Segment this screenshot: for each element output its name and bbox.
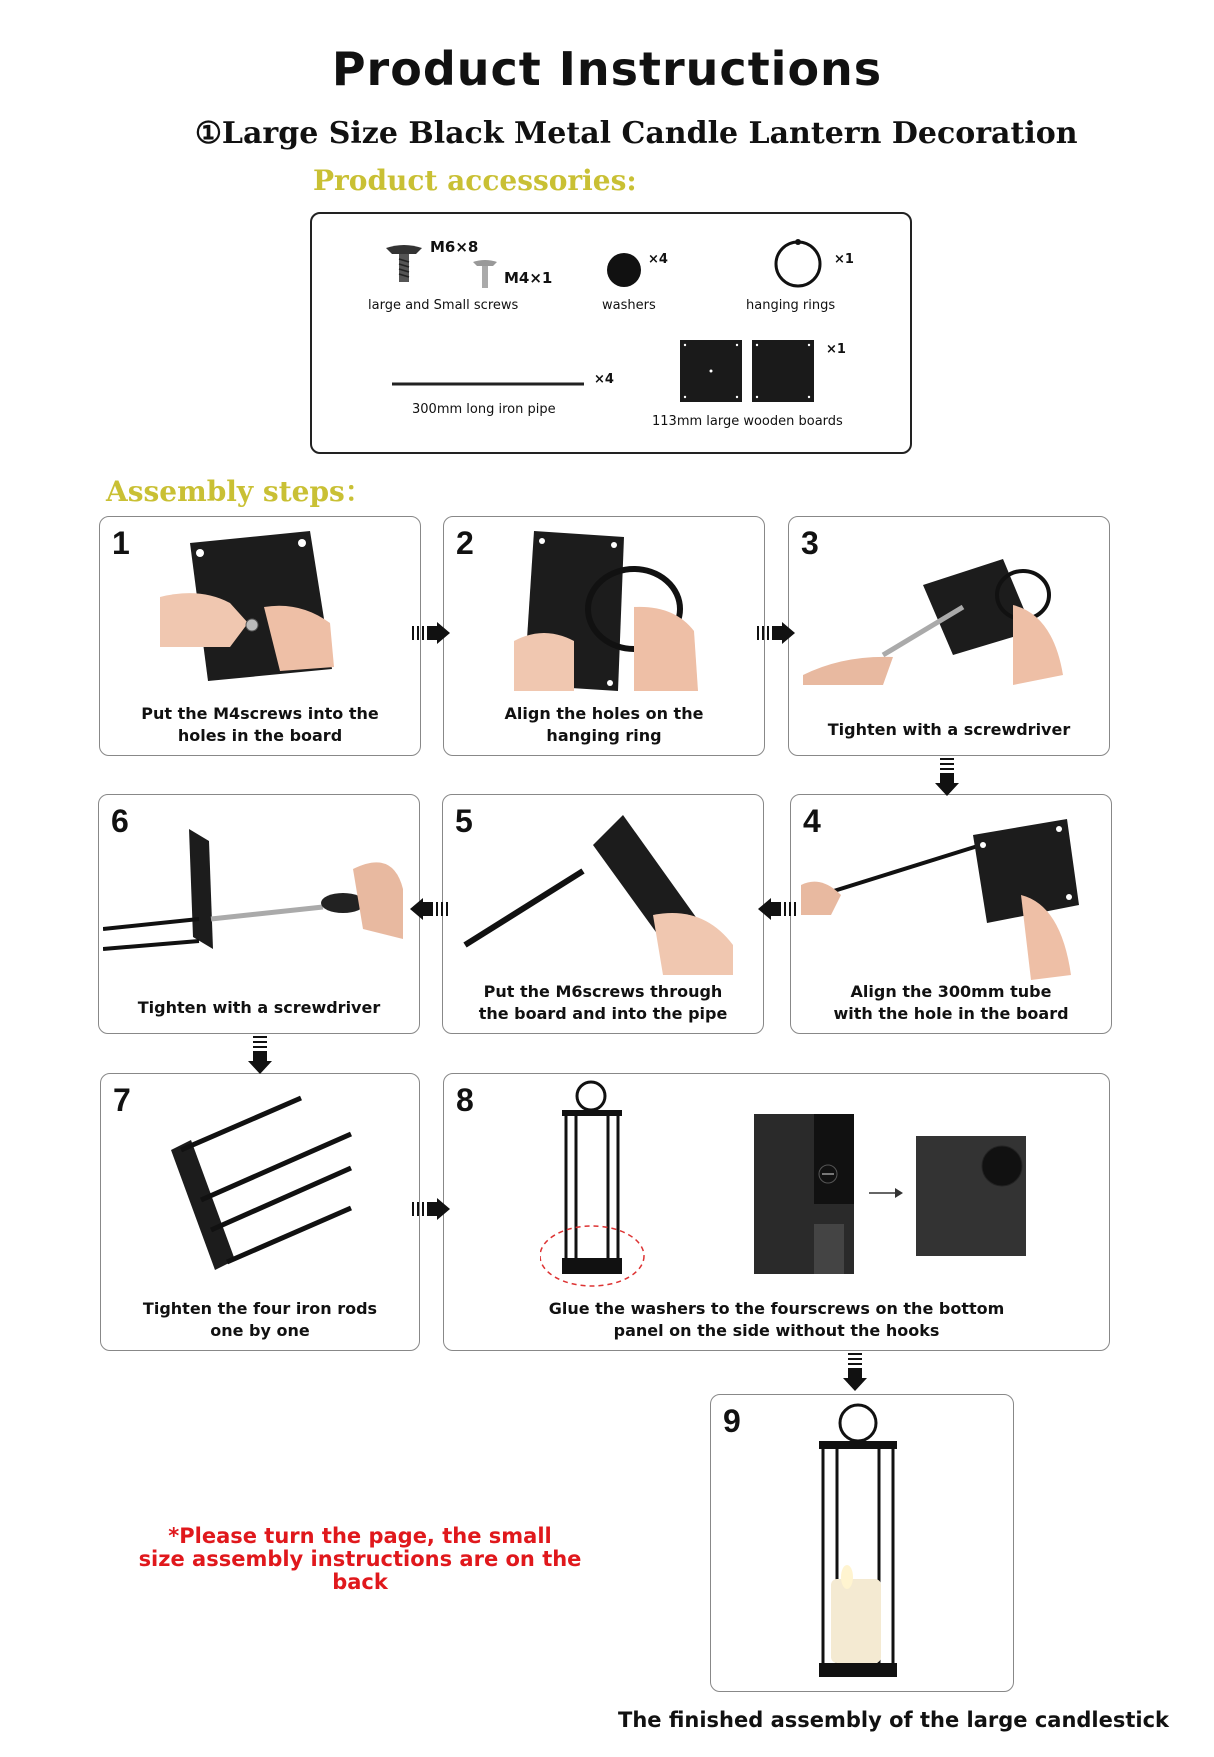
washers-label: washers (602, 298, 656, 313)
assembly-heading: Assembly steps： (106, 475, 373, 508)
large-screw-size: M6×8 (430, 238, 479, 256)
board-with-screw-illustration (160, 531, 370, 691)
bottom-screw-closeup (754, 1114, 854, 1274)
lantern-frame-illustration (540, 1078, 650, 1288)
step-9-card (710, 1394, 1014, 1692)
step-caption-line2: holes in the board (177, 726, 343, 745)
step-number: 8 (456, 1082, 474, 1118)
finished-assembly-caption: The finished assembly of the large candlestick (618, 1708, 1170, 1732)
step-caption-line1: Align the holes on the (504, 704, 704, 723)
step-number: 1 (112, 525, 130, 561)
washer-icon (606, 252, 642, 288)
washer-closeup (916, 1136, 1026, 1256)
step-number: 7 (113, 1082, 131, 1118)
washers-qty: ×4 (648, 252, 668, 267)
step-number: 5 (455, 803, 473, 839)
accessories-heading: Product accessories: (313, 164, 637, 197)
step-caption-line2: with the hole in the board (833, 1004, 1069, 1023)
step-caption-line2: the board and into the pipe (478, 1004, 728, 1023)
step-8-card (443, 1073, 1110, 1351)
step-caption-line1: Tighten the four iron rods (142, 1299, 378, 1318)
step-caption-line1: Align the 300mm tube (850, 982, 1052, 1001)
boards-qty: ×1 (826, 342, 846, 357)
step-1-card (99, 516, 421, 756)
pipe-label: 300mm long iron pipe (412, 402, 556, 417)
right-arrow-icon (412, 622, 452, 644)
pipe-qty: ×4 (594, 372, 614, 387)
step-caption-line1: Tighten with a screwdriver (827, 720, 1071, 739)
step-caption-line1: Put the M4screws into the (141, 704, 379, 723)
step-number: 6 (111, 803, 129, 839)
step-caption-line1: Tighten with a screwdriver (137, 998, 381, 1017)
board-and-pipe-illustration (463, 815, 753, 975)
iron-pipe-icon (390, 380, 586, 388)
four-rods-illustration (171, 1090, 371, 1280)
step-number: 3 (801, 525, 819, 561)
small-screw-icon (472, 258, 498, 290)
step-caption-line2: one by one (210, 1321, 310, 1340)
right-arrow-icon (757, 622, 797, 644)
note-line1: *Please turn the page, the small (168, 1524, 552, 1548)
left-arrow-icon (410, 898, 450, 920)
small-screw-size: M4×1 (504, 269, 553, 287)
step-caption-line1: Put the M6screws through (483, 982, 723, 1001)
step-number: 2 (456, 525, 474, 561)
hanging-ring-icon (772, 236, 824, 288)
step-6-card (98, 794, 420, 1034)
step-5-card (442, 794, 764, 1034)
down-arrow-icon (843, 1353, 867, 1393)
step-number: 4 (803, 803, 821, 839)
down-arrow-icon (935, 758, 959, 798)
note-line2: size assembly instructions are on the back (138, 1547, 582, 1594)
page-title: Product Instructions (331, 42, 883, 96)
arrow-icon (869, 1186, 903, 1200)
left-arrow-icon (758, 898, 798, 920)
finished-lantern-illustration (803, 1399, 913, 1689)
step-3-card (788, 516, 1110, 756)
step-7-card (100, 1073, 420, 1351)
wooden-board-icon (678, 338, 818, 404)
product-subtitle: ①Large Size Black Metal Candle Lantern Decoration (195, 116, 1078, 151)
boards-label: 113mm large wooden boards (652, 414, 843, 429)
tube-align-illustration (801, 805, 1101, 985)
accessories-panel (310, 212, 912, 454)
back-page-note (110, 1525, 610, 1594)
step-caption-line2: panel on the side without the hooks (613, 1321, 940, 1340)
step-caption-line2: hanging ring (546, 726, 662, 745)
step-number: 9 (723, 1403, 741, 1439)
board-with-ring-illustration (514, 531, 724, 696)
right-arrow-icon (412, 1198, 452, 1220)
screws-label: large and Small screws (368, 298, 519, 313)
rings-qty: ×1 (834, 252, 854, 267)
step-2-card (443, 516, 765, 756)
rings-label: hanging rings (746, 298, 836, 313)
step-4-card (790, 794, 1112, 1034)
screwdriver-tighten-illustration (803, 535, 1103, 705)
screwdriver-rods-illustration (103, 829, 413, 979)
step-caption-line1: Glue the washers to the fourscrews on the bottom (548, 1299, 1005, 1318)
large-screw-icon (384, 242, 424, 286)
down-arrow-icon (248, 1036, 272, 1076)
